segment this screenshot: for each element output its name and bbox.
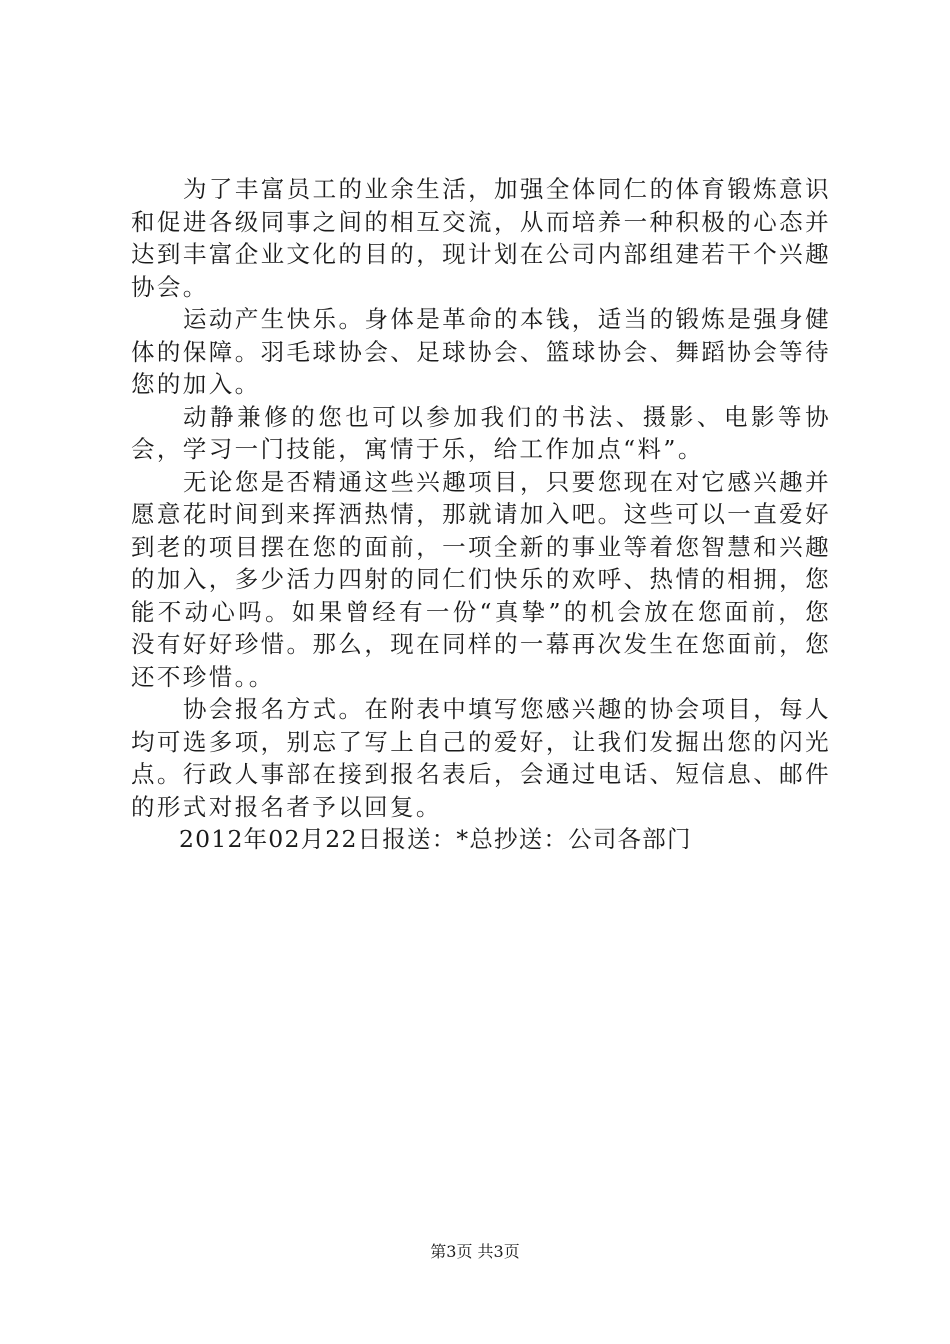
paragraph-invitation: 无论您是否精通这些兴趣项目，只要您现在对它感兴趣并愿意花时间到来挥洒热情，那就请加入吧。这些可以一直爱好到老的项目摆在您的面前，一项全新的事业等着您智慧和兴趣的加入，多少活力四射的同仁们快乐的欢呼、热情的相拥，您能不动心吗。如果曾经有一份“真挚”的机会放在您面前，您没有好好珍惜。那么，现在同样的一幕再次发生在您面前，您还不珍惜。。 <box>131 467 831 691</box>
paragraph-arts: 动静兼修的您也可以参加我们的书法、摄影、电影等协会，学习一门技能，寓情于乐，给工作加点“料”。 <box>131 402 831 463</box>
paragraph-sports: 运动产生快乐。身体是革命的本钱，适当的锻炼是强身健体的保障。羽毛球协会、足球协会、篮球协会、舞蹈协会等待您的加入。 <box>131 305 831 398</box>
paragraph-intro: 为了丰富员工的业余生活，加强全体同仁的体育锻炼意识和促进各级同事之间的相互交流，从而培养一种积极的心态并达到丰富企业文化的目的，现计划在公司内部组建若干个兴趣协会。 <box>131 175 831 301</box>
date-distribution-line: 2012年02月22日报送：*总抄送：公司各部门 <box>179 825 692 853</box>
page-number: 第3页 共3页 <box>430 1242 520 1261</box>
paragraph-registration: 协会报名方式。在附表中填写您感兴趣的协会项目，每人均可选多项，别忘了写上自己的爱好，让我们发掘出您的闪光点。行政人事部在接到报名表后，会通过电话、短信息、邮件的形式对报名者予以回复。 <box>131 695 831 821</box>
document-body <box>131 173 831 856</box>
